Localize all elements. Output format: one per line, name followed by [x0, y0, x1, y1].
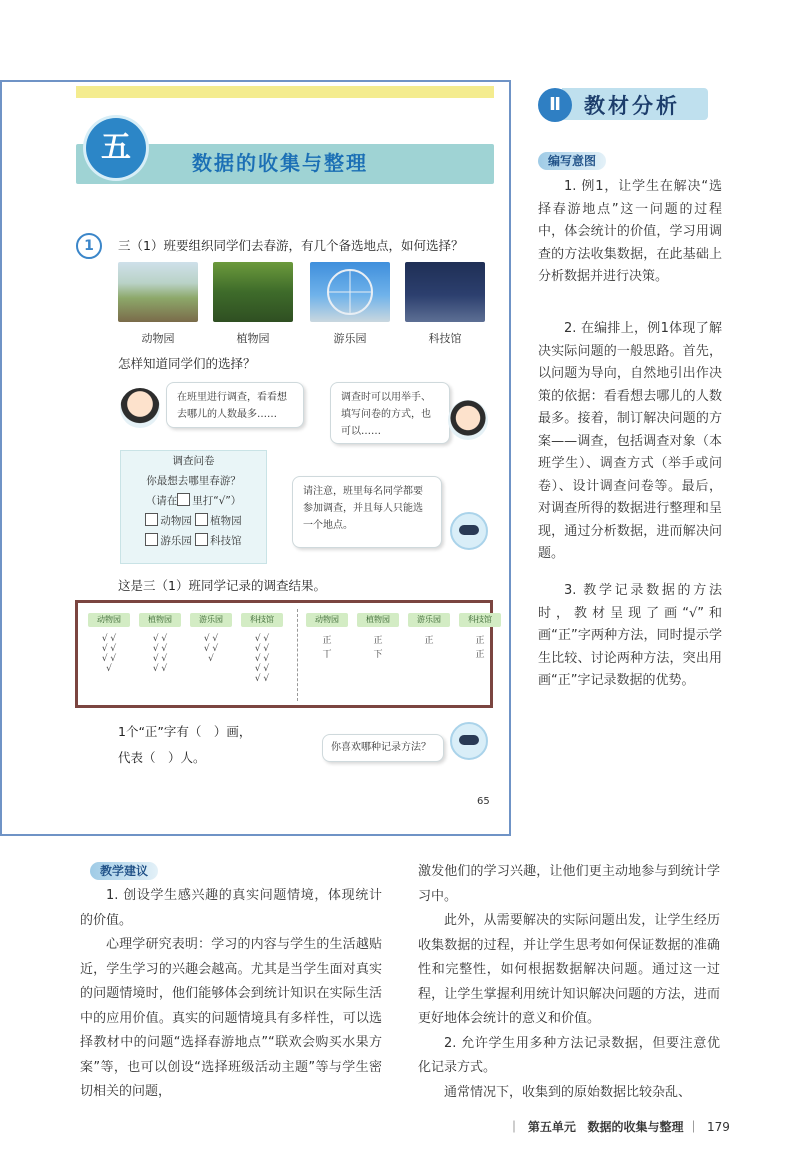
fill-blank-2: 代表（ ）人。 [118, 750, 206, 765]
place-caption: 动物园 [141, 332, 175, 345]
unit-title: 数据的收集与整理 [192, 151, 368, 175]
teaching-paragraph: 激发他们的学习兴趣，让他们更主动地参与到统计学习中。 [418, 864, 720, 904]
record-header: 动物园 [306, 613, 348, 627]
table-divider [297, 609, 298, 701]
survey-options-row: 游乐园 科技馆 [121, 531, 266, 551]
fill-blank-1: 1个“正”字有（ ）画， [118, 724, 252, 739]
teaching-paragraph: 心理学研究表明：学习的内容与学生的生活越贴近，学生学习的兴趣会越高。尤其是当学生面对真实的问题情境时，他们能够体会到统计知识在实际生活中的应用价值。真实的问题情境具有多样性，可以选择教材中的问题“选择春游地点”“联欢会购买水果方案”等，也可以创设“选择班级活动主题”等与学生密切相关的问题， [80, 937, 382, 1099]
example-number: 1 [76, 233, 102, 259]
speech-bubble-boy: 调查时可以用举手、填写问卷的方式，也可以…… [330, 382, 450, 444]
analysis-badge: Ⅱ [538, 88, 572, 122]
textbook-page-number: 65 [477, 796, 490, 807]
teaching-paragraph: 此外，从需要解决的实际问题出发，让学生经历收集数据的过程，并让学生思考如何保证数据的准确性和完整性，如何根据数据解决问题。通过这一过程，让学生掌握利用统计知识解决问题的方法，进而更好地体会统计的意义和价值。 [418, 913, 720, 1026]
record-header: 游乐园 [408, 613, 450, 627]
science-museum-photo [405, 262, 485, 322]
checkbox-science[interactable] [195, 533, 208, 546]
survey-options-row: 动物园 植物园 [121, 511, 266, 531]
footer-page-number: 179 [706, 1120, 730, 1134]
zheng-marks: 正 [424, 636, 434, 646]
place-caption: 植物园 [236, 332, 270, 345]
girl-avatar [120, 388, 160, 428]
amusement-park-photo [310, 262, 390, 322]
unit-badge: 五 [86, 118, 146, 178]
check-marks: √ √ √ √ √ √ √ √ √ √ [254, 634, 270, 684]
record-table [75, 600, 493, 708]
speech-bubble-robot: 请注意，班里每名同学都要参加调查，并且每人只能选一个地点。 [292, 476, 442, 548]
record-header: 植物园 [357, 613, 399, 627]
analysis-paragraph: 2. 在编排上，例1体现了解决实际问题的一般思路。首先，以问题为导向，自然地引出作决策的依据：看看想去哪儿的人数最多。接着，制订解决问题的方案——调查，包括调查对象（本班学生）、调查方式（举手或问卷）、设计调查问卷等。最后，对调查所得的数据进行整理和呈现，通过分析数据，进而解决问题。 [538, 321, 722, 561]
check-marks: √ √ √ √ √ [203, 634, 219, 664]
zheng-marks: 正 下 [373, 636, 383, 660]
sub-question: 怎样知道同学们的选择？ [118, 356, 256, 371]
result-intro: 这是三（1）班同学记录的调查结果。 [118, 578, 326, 593]
analysis-title: 教材分析 [584, 94, 680, 118]
place-caption: 游乐园 [333, 332, 367, 345]
record-header: 植物园 [139, 613, 181, 627]
decorative-bar [76, 86, 494, 98]
record-header: 游乐园 [190, 613, 232, 627]
analysis-paragraph: 1. 例1，让学生在解决“选择春游地点”这一问题的过程中，体会统计的价值，学习用调查的方法收集数据，在此基础上分析数据并进行决策。 [538, 179, 722, 284]
record-header: 科技馆 [459, 613, 501, 627]
checkbox-zoo[interactable] [145, 513, 158, 526]
tag-teaching-suggestions: 教学建议 [90, 862, 158, 880]
robot-icon [450, 722, 488, 760]
teaching-paragraph: 通常情况下，收集到的原始数据比较杂乱、 [444, 1084, 692, 1100]
check-marks: √ √ √ √ √ √ √ [101, 634, 117, 674]
footer-unit: 第五单元 [527, 1120, 576, 1134]
ferris-wheel-icon [310, 262, 390, 322]
footer-title: 数据的收集与整理 [587, 1120, 684, 1134]
survey-questionnaire [120, 450, 267, 564]
speech-bubble-girl: 在班里进行调查，看看想去哪儿的人数最多…… [166, 382, 304, 428]
survey-question: 你最想去哪里春游？ [146, 475, 241, 487]
textbook-page [0, 80, 511, 836]
zheng-marks: 正 丅 [322, 636, 332, 660]
zoo-photo [118, 262, 198, 322]
speech-bubble-robot-2: 你喜欢哪种记录方法？ [322, 734, 444, 762]
teaching-left-column [80, 884, 382, 1105]
record-header: 动物园 [88, 613, 130, 627]
checkbox-botanical[interactable] [195, 513, 208, 526]
check-marks: √ √ √ √ √ √ √ √ [152, 634, 168, 674]
record-header: 科技馆 [241, 613, 283, 627]
teaching-right-column [418, 860, 720, 1105]
survey-instruction: （请在 里打“√”） [145, 495, 242, 507]
page-footer: ｜ 第五单元 数据的收集与整理 ｜ 179 [508, 1120, 730, 1134]
botanical-garden-photo [213, 262, 293, 322]
example-question: 三（1）班要组织同学们去春游，有几个备选地点，如何选择？ [118, 238, 464, 253]
zheng-marks: 正 正 [475, 636, 485, 660]
teaching-paragraph: 2. 允许学生用多种方法记录数据，但要注意优化记录方式。 [418, 1035, 720, 1075]
checkbox-amusement[interactable] [145, 533, 158, 546]
boy-avatar [448, 400, 488, 440]
place-caption: 科技馆 [428, 332, 462, 345]
robot-icon [450, 512, 488, 550]
teaching-paragraph: 1. 创设学生感兴趣的真实问题情境，体现统计的价值。 [80, 888, 382, 928]
survey-title: 调查问卷 [172, 455, 215, 467]
tag-writing-intent: 编写意图 [538, 152, 606, 170]
analysis-paragraph: 3. 教学记录数据的方法时，教材呈现了画“√”和画“正”字两种方法，同时提示学生比较、讨论两种方法，突出用画“正”字记录数据的优势。 [538, 583, 722, 688]
